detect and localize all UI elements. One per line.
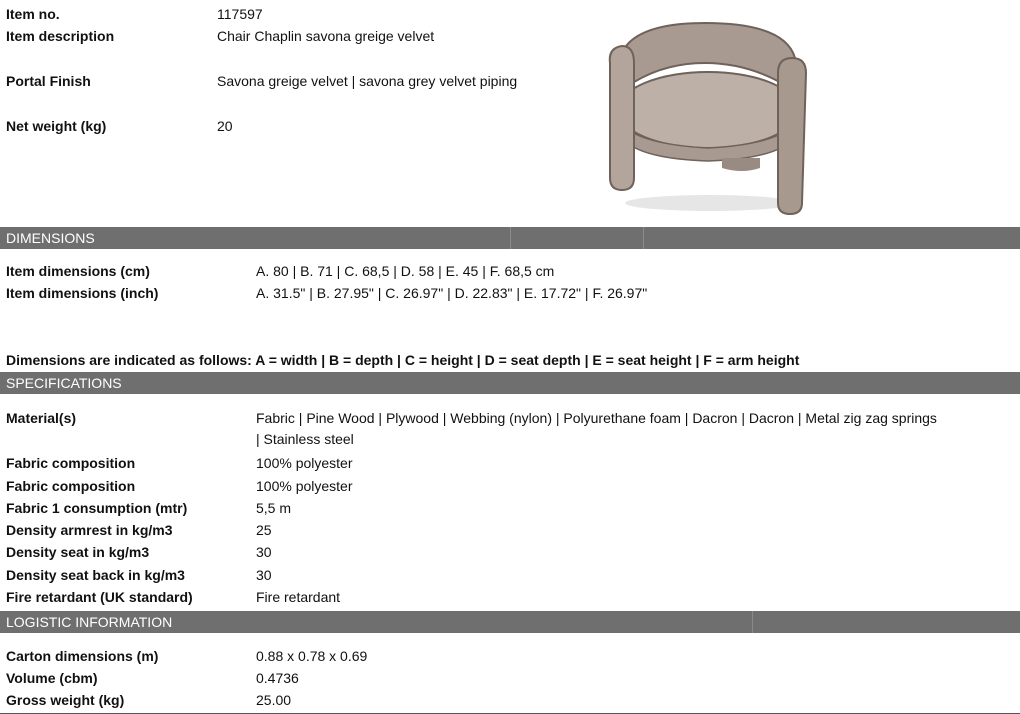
materials-label: Material(s)	[6, 410, 77, 426]
logistic-row-value: 25.00	[256, 692, 292, 708]
spec-row-label: Density seat back in kg/m3	[6, 567, 185, 583]
spec-row-value: 30	[256, 544, 272, 560]
spec-row-value: 100% polyester	[256, 478, 353, 494]
net-weight-label: Net weight (kg)	[6, 118, 107, 134]
logistic-heading: LOGISTIC INFORMATION	[6, 614, 173, 630]
net-weight-value: 20	[217, 118, 233, 134]
logistic-row-value: 0.88 x 0.78 x 0.69	[256, 648, 368, 664]
spec-row-label: Density seat in kg/m3	[6, 544, 150, 560]
item-dimensions-inch-label: Item dimensions (inch)	[6, 285, 159, 301]
specifications-heading: SPECIFICATIONS	[6, 375, 122, 391]
materials-value-line2: | Stainless steel	[256, 431, 354, 447]
item-dimensions-cm-value: A. 80 | B. 71 | C. 68,5 | D. 58 | E. 45 | F. 68,5 cm	[256, 263, 555, 279]
spec-row-label: Fabric composition	[6, 455, 136, 471]
spec-row-value: 5,5 m	[256, 500, 292, 516]
spec-row-value: Fire retardant	[256, 589, 341, 605]
logistic-row-value: 0.4736	[256, 670, 299, 686]
materials-value-line1: Fabric | Pine Wood | Plywood | Webbing (nylon) | Polyurethane foam | Dacron | Dacron | Metal zig zag springs	[256, 410, 937, 426]
logistic-section-bar	[0, 611, 1020, 633]
specifications-section-bar	[0, 372, 1020, 394]
dimensions-legend-note: Dimensions are indicated as follows: A = width | B = depth | C = height | D = seat depth | E = seat height | F = arm height	[6, 352, 800, 368]
spec-row-label: Fabric composition	[6, 478, 136, 494]
portal-finish-value: Savona greige velvet | savona grey velvet piping	[217, 73, 518, 89]
spec-row-value: 100% polyester	[256, 455, 353, 471]
logistic-row-label: Volume (cbm)	[6, 670, 98, 686]
logistic-row-label: Gross weight (kg)	[6, 692, 125, 708]
spec-row-label: Fire retardant (UK standard)	[6, 589, 193, 605]
item-no-label: Item no.	[6, 6, 60, 22]
spec-row-label: Fabric 1 consumption (mtr)	[6, 500, 188, 516]
item-dimensions-cm-label: Item dimensions (cm)	[6, 263, 150, 279]
item-description-label: Item description	[6, 28, 115, 44]
chair-product-image	[600, 18, 810, 218]
logistic-row-label: Carton dimensions (m)	[6, 648, 159, 664]
spec-row-label: Density armrest in kg/m3	[6, 522, 173, 538]
portal-finish-label: Portal Finish	[6, 73, 91, 89]
spec-row-value: 30	[256, 567, 272, 583]
item-dimensions-inch-value: A. 31.5" | B. 27.95" | C. 26.97" | D. 22.83" | E. 17.72" | F. 26.97"	[256, 285, 648, 301]
item-description-value: Chair Chaplin savona greige velvet	[217, 28, 435, 44]
spec-row-value: 25	[256, 522, 272, 538]
dimensions-section-bar	[0, 227, 1020, 249]
dimensions-heading: DIMENSIONS	[6, 230, 95, 246]
item-no-value: 117597	[217, 6, 263, 22]
